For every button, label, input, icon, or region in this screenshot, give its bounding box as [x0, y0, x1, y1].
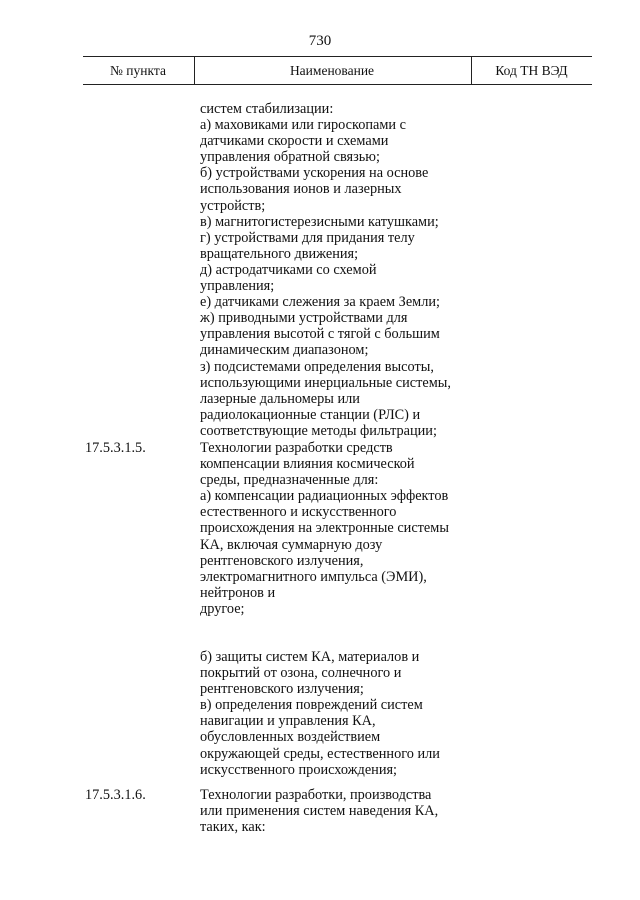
table-header [83, 56, 592, 85]
text-line: среды, предназначенные для: [200, 472, 379, 489]
text-line: б) устройствами ускорения на основе [200, 165, 429, 182]
text-line: д) астродатчиками со схемой [200, 261, 377, 278]
text-line: динамическим диапазоном; [200, 342, 369, 359]
text-line: компенсации влияния космической [200, 456, 415, 473]
text-line: таких, как: [200, 819, 266, 836]
text-line: вращательного движения; [200, 245, 359, 262]
header-number-column: № пункта [110, 63, 166, 78]
text-line: нейтронов и [200, 584, 276, 601]
item-text-continuation [200, 649, 462, 778]
item-number: 17.5.3.1.5. [85, 440, 146, 456]
text-line: покрытий от озона, солнечного и [200, 665, 402, 682]
text-line: использования ионов и лазерных [200, 181, 402, 198]
text-line: соответствующие методы фильтрации; [200, 422, 437, 439]
page-number: 730 [308, 33, 332, 49]
text-line: рентгеновского излучения, [200, 552, 364, 569]
text-line: устройств; [200, 197, 266, 214]
item-text [200, 440, 462, 617]
text-line: а) компенсации радиационных эффектов [200, 488, 449, 505]
text-line: лазерные дальномеры или [200, 390, 360, 407]
text-line: систем стабилизации: [200, 101, 334, 117]
text-line: управления; [200, 278, 275, 295]
text-line: навигации и управления КА, [200, 713, 376, 730]
text-line: происхождения на электронные системы [200, 520, 449, 537]
text-line: а) маховиками или гироскопами с [200, 117, 406, 134]
text-line: в) определения повреждений систем [200, 697, 423, 714]
text-line: датчиками скорости и схемами [200, 133, 389, 150]
text-line: другое; [200, 600, 245, 617]
text-line: Технологии разработки средств [200, 440, 393, 456]
text-line: КА, включая суммарную дозу [200, 536, 383, 553]
text-line: окружающей среды, естественного или [200, 745, 440, 762]
text-line: или применения систем наведения КА, [200, 803, 439, 820]
text-line: электромагнитного импульса (ЭМИ), [200, 568, 427, 585]
text-line: в) магнитогистерезисными катушками; [200, 213, 439, 230]
text-line: б) защиты систем КА, материалов и [200, 649, 420, 665]
text-line: з) подсистемами определения высоты, [200, 358, 434, 375]
item-text-continuation [200, 101, 462, 439]
text-line: управления обратной связью; [200, 149, 380, 166]
text-line: е) датчиками слежения за краем Земли; [200, 294, 440, 311]
text-line: обусловленных воздействием [200, 729, 381, 746]
text-line: искусственного происхождения; [200, 761, 398, 778]
header-name-column: Наименование [289, 63, 375, 78]
text-line: рентгеновского излучения; [200, 681, 364, 698]
header-code-column: Код ТН ВЭД [495, 63, 568, 78]
text-line: естественного и искусственного [200, 504, 397, 521]
text-line: использующими инерциальные системы, [200, 374, 451, 391]
text-line: управления высотой с тягой с большим [200, 326, 440, 343]
text-line: ж) приводными устройствами для [200, 310, 408, 327]
text-line: г) устройствами для придания телу [200, 229, 415, 246]
item-number: 17.5.3.1.6. [85, 787, 146, 803]
text-line: Технологии разработки, производства [200, 787, 432, 803]
text-line: радиолокационные станции (РЛС) и [200, 406, 421, 423]
item-text [200, 787, 462, 835]
